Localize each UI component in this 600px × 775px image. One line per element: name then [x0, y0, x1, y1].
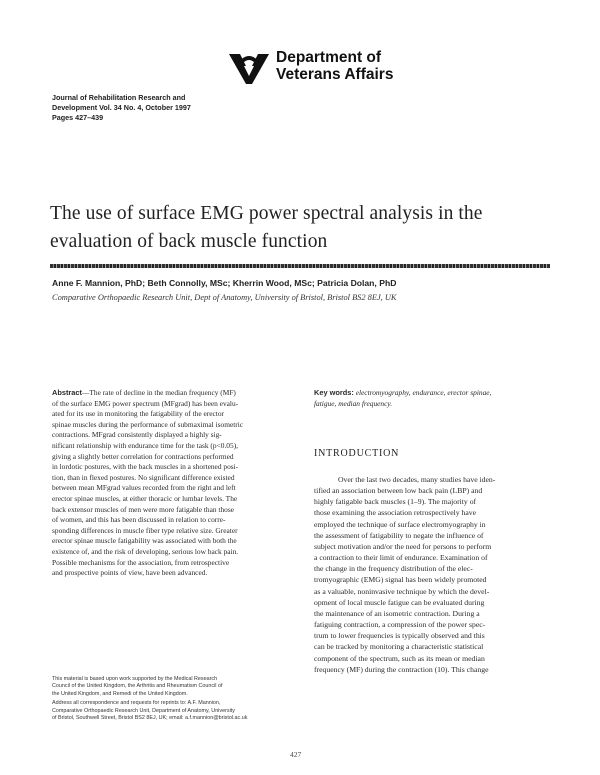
keywords-line: Key words: electromyography, endurance, erector spinae,	[314, 388, 492, 397]
abstract-line: erector spinae muscles, at either thoracic or lumbar levels. The	[52, 493, 238, 503]
body-line: frequency (MF) during the contraction (10). This change	[314, 664, 489, 674]
body-line: Over the last two decades, many studies have iden-	[338, 475, 496, 484]
footnote-line: the United Kingdom, and Remedi of the United Kingdom.	[52, 690, 188, 697]
body-line: those examining the association retrospectively have	[314, 508, 477, 518]
page-number: 427	[290, 750, 302, 759]
abstract-line: giving a slightly better correlation for contractions performed	[52, 451, 234, 461]
footnote-line: Council of the United Kingdom, the Arthritis and Rheumatism Council of	[52, 683, 223, 690]
abstract-line: contractions. MFgrad consistently displayed a highly sig-	[52, 430, 222, 440]
keywords-label: Key words:	[314, 388, 354, 397]
footnote-line: Comparative Orthopaedic Research Unit, Department of Anatomy, University	[52, 707, 235, 714]
va-logo-icon	[228, 50, 270, 86]
section-heading: INTRODUCTION	[314, 448, 400, 459]
abstract-line: sponding differences in muscle fiber type relative size. Greater	[52, 525, 238, 535]
body-line: opment of local muscle fatigue can be evaluated during	[314, 597, 485, 607]
abstract-line: existence of, and the risk of developing, serious low back pain.	[52, 546, 239, 556]
body-line: a contraction to their limit of endurance. Examination of	[314, 553, 488, 563]
abstract-line: erector spinae muscle fatigability was associated with both the	[52, 536, 237, 546]
abstract-line: nificant relationship with endurance time for the task (p<0.05),	[52, 440, 239, 450]
abstract	[52, 388, 302, 579]
abstract-line: Possible mechanisms for the association, from retrospective	[52, 557, 230, 567]
abstract-line: and prospective points of view, have been advanced.	[52, 568, 208, 578]
abstract-line: back extensor muscles of men were more fatigable than those	[52, 504, 235, 514]
abstract-line: of the surface EMG power spectrum (MFgrad) has been evalu-	[52, 398, 239, 408]
abstract-line: between mean MFgrad values recorded from the right and left	[52, 483, 236, 493]
footnote-line: This material is based upon work supported by the Medical Research	[52, 676, 218, 682]
journal-line: Development Vol. 34 No. 4, October 1997	[52, 103, 191, 112]
footnote-line: of Bristol, Southwell Street, Bristol BS2 8EJ, UK; email: a.f.mannion@bristol.ac.uk	[52, 715, 248, 722]
keywords	[314, 388, 554, 409]
body-line: the assessment of fatigability to negate the influence of	[314, 530, 484, 540]
title-line: The use of surface EMG power spectral analysis in the	[50, 203, 483, 224]
body-line: the maintenance of an isometric contraction. During a	[314, 608, 480, 618]
body-line: component of the spectrum, such as its mean or median	[314, 653, 485, 663]
title-divider	[50, 264, 550, 268]
body-line: fatiguing contraction, a compression of the power spec-	[314, 620, 486, 630]
footnote	[52, 676, 302, 722]
body-line: subject motivation and/or the need for persons to perform	[314, 541, 492, 551]
article-title	[50, 200, 550, 256]
body-line: tromyographic (EMG) signal has been widely promoted	[314, 575, 487, 585]
department-name	[276, 49, 393, 83]
abstract-line: ated for its use in monitoring the fatigability of the erector	[52, 409, 224, 419]
journal-line: Journal of Rehabilitation Research and	[52, 93, 186, 102]
body-line: highly fatigable back muscles (1–9). The majority of	[314, 497, 477, 507]
introduction-body	[314, 474, 554, 675]
abstract-label: Abstract	[52, 388, 82, 397]
affiliation: Comparative Orthopaedic Research Unit, Dept of Anatomy, University of Bristol, Bristol BS2 8EJ, UK	[52, 293, 397, 302]
org-line-2: Veterans Affairs	[276, 66, 394, 83]
body-line: trum to lower frequencies is typically observed and this	[314, 631, 485, 641]
abstract-line: in lordotic postures, with the back muscles in a shortened posi-	[52, 462, 239, 472]
footnote-line: Address all correspondence and requests for reprints to: A.F. Mannion,	[52, 700, 221, 707]
abstract-line: of women, and this has been discussed in relation to corre-	[52, 515, 226, 525]
abstract-line: Abstract—The rate of decline in the median frequency (MF)	[52, 388, 236, 397]
body-line: employed the technique of surface electromyography in	[314, 519, 486, 529]
journal-header	[52, 93, 191, 123]
body-line: tified an association between low back pain (LBP) and	[314, 486, 483, 496]
journal-line: Pages 427–439	[52, 113, 104, 122]
abstract-line: spinae muscles during the performance of submaximal isometric	[52, 419, 244, 429]
body-line: as a valuable, noninvasive technique by which the devel-	[314, 586, 490, 596]
title-line: evaluation of back muscle function	[50, 231, 328, 252]
org-line-1: Department of	[276, 49, 382, 66]
body-line: can be tracked by monitoring a characteristic statistical	[314, 642, 484, 652]
keywords-line: fatigue, median frequency.	[314, 398, 393, 408]
abstract-line: tion, than in flexed postures. No significant difference existed	[52, 472, 235, 482]
author-list: Anne F. Mannion, PhD; Beth Connolly, MSc; Kherrin Wood, MSc; Patricia Dolan, PhD	[52, 278, 397, 288]
body-line: the change in the frequency distribution of the elec-	[314, 564, 473, 574]
